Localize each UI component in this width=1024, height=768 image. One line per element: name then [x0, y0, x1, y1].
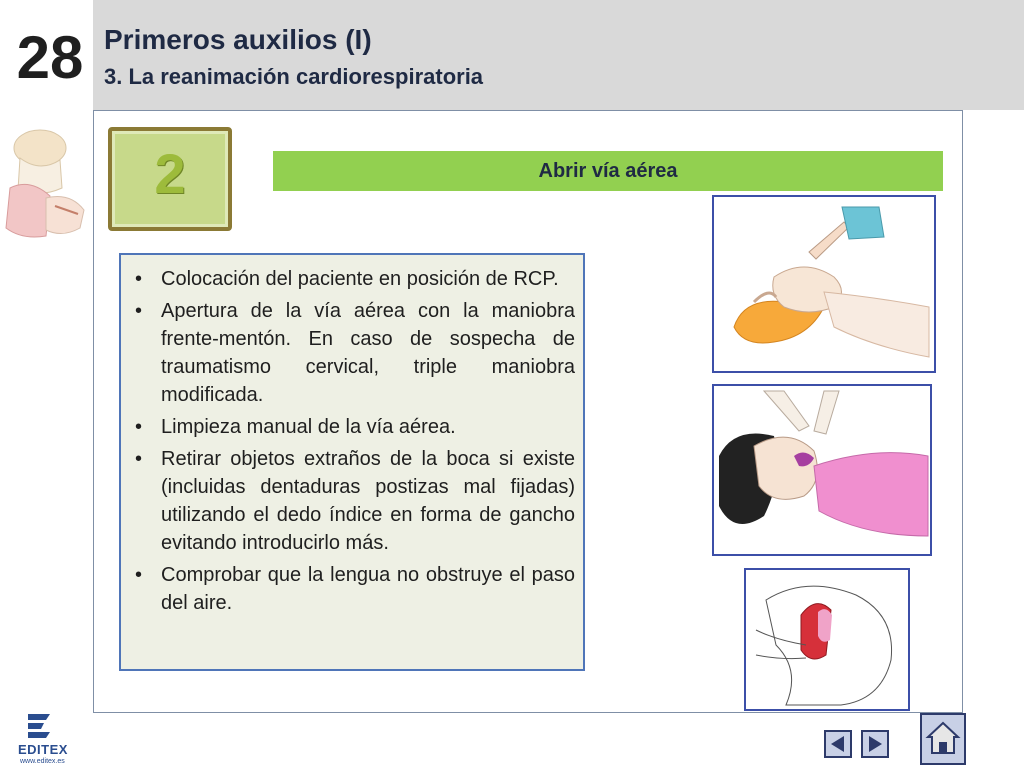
home-button[interactable]	[920, 713, 966, 765]
chapter-number: 28	[16, 24, 84, 91]
rescuer-illustration	[0, 118, 92, 268]
instruction-item: • Apertura de la vía aérea con la maniobra frente-mentón. En caso de sospecha de traumatismo cervical, triple maniobra modificada.	[129, 297, 575, 409]
logo-url: www.editex.es	[20, 758, 65, 765]
instructions-box	[119, 253, 585, 671]
editex-logo-icon	[14, 708, 74, 742]
airway-cross-section-illustration	[744, 568, 910, 711]
instruction-item: • Comprobar que la lengua no obstruye el paso del aire.	[129, 561, 575, 617]
house-icon	[922, 715, 964, 763]
logo-brand: EDITEX	[18, 742, 68, 757]
step-number: 2	[154, 142, 186, 205]
page-title: Primeros auxilios (I)	[104, 24, 372, 55]
instruction-item: • Retirar objetos extraños de la boca si existe (incluidas dentaduras postizas mal fijadas) utilizando el dedo índice en forma de gancho evitando introducirlo más.	[129, 445, 575, 557]
step-title: Abrir vía aérea	[538, 160, 678, 182]
mouth-cleaning-illustration	[712, 384, 932, 556]
instruction-item: • Limpieza manual de la vía aérea.	[129, 413, 575, 441]
instruction-item: • Colocación del paciente en posición de RCP.	[129, 265, 575, 293]
triangle-left-icon	[826, 732, 850, 756]
head-tilt-chin-lift-illustration	[712, 195, 936, 373]
step-banner	[273, 151, 943, 191]
next-button[interactable]	[861, 730, 889, 758]
step-badge	[108, 127, 232, 231]
instructions-list	[129, 265, 575, 621]
triangle-right-icon	[863, 732, 887, 756]
page-subtitle: 3. La reanimación cardiorespiratoria	[104, 64, 484, 89]
previous-button[interactable]	[824, 730, 852, 758]
editex-logo	[14, 708, 84, 766]
